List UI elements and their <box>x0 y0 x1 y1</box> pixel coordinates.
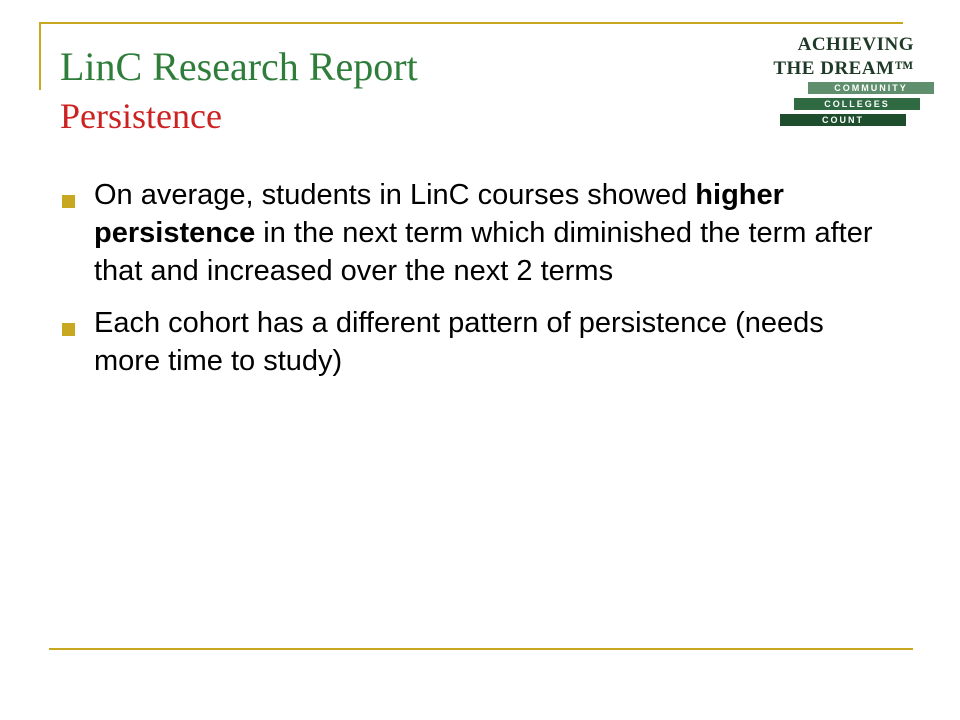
square-bullet-icon <box>62 323 75 336</box>
square-bullet-icon <box>62 195 75 208</box>
page-subtitle: Persistence <box>60 96 222 136</box>
bullet-text: On average, students in LinC courses showed <box>94 179 696 211</box>
logo-bar-community: COMMUNITY <box>808 82 934 94</box>
bullet-text: Each cohort has a different pattern of persistence (needs more time to study) <box>94 307 824 377</box>
bullet-item <box>60 176 880 290</box>
bullet-item <box>60 304 880 380</box>
left-rule <box>39 22 41 90</box>
logo-bar-colleges: COLLEGES <box>794 98 920 110</box>
bullet-list <box>60 176 880 394</box>
logo-bar-count: COUNT <box>780 114 906 126</box>
logo-line-1: ACHIEVING <box>797 34 914 55</box>
bullet-text: in the next term which diminished the term after that and increased over the next 2 terms <box>94 217 873 287</box>
logo-line-2: THE DREAM™ <box>773 58 914 79</box>
page-title: LinC Research Report <box>60 44 418 89</box>
bullet-emphasis: higher persistence <box>94 179 784 249</box>
achieving-the-dream-logo <box>773 30 938 130</box>
bottom-rule <box>49 648 913 650</box>
title-block <box>60 42 418 138</box>
top-rule <box>39 22 903 24</box>
